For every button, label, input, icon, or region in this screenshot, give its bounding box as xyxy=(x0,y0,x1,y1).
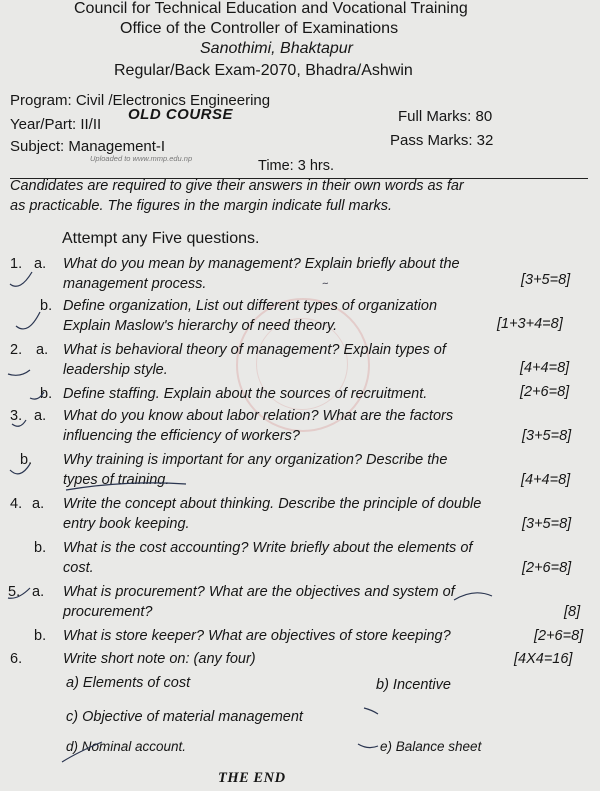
q3b-line2: types of training. xyxy=(63,472,170,488)
q2a-line2: leadership style. xyxy=(63,362,168,378)
tick-mark-icon xyxy=(16,312,40,329)
year-part: Year/Part: II/II xyxy=(10,116,102,133)
q6-marks: [4X4=16] xyxy=(514,651,573,667)
underline-mark xyxy=(66,483,186,490)
pass-marks: Pass Marks: 32 xyxy=(390,132,494,149)
note-e: e) Balance sheet xyxy=(380,739,482,754)
q4b-part: b. xyxy=(34,540,47,556)
q4b-line1: What is the cost accounting? Write briefly about the elements of xyxy=(63,540,473,556)
q3a-part: a. xyxy=(34,408,47,424)
q5b-part: b. xyxy=(34,628,47,644)
q2-number: 2. xyxy=(10,342,23,358)
program: Program: Civil /Electronics Engineering xyxy=(10,92,271,109)
q4a-line2: entry book keeping. xyxy=(63,516,190,532)
q5a-line2: procurement? xyxy=(63,604,153,620)
q6-line1: Write short note on: (any four) xyxy=(63,651,256,667)
office-title: Office of the Controller of Examinations xyxy=(120,20,399,37)
tick-mark-icon xyxy=(10,272,32,286)
q4-number: 4. xyxy=(10,496,23,512)
q3-number: 3. xyxy=(10,408,23,424)
q3a-line2: influencing the efficiency of workers? xyxy=(63,428,300,444)
uploaded-watermark: Uploaded to www.mmp.edu.np xyxy=(90,154,193,163)
instruction-line1: Candidates are required to give their answers in their own words as far xyxy=(10,178,464,194)
q3b-marks: [4+4=8] xyxy=(521,472,571,488)
q1a-line2: management process. xyxy=(63,276,207,292)
q4b-marks: [2+6=8] xyxy=(522,560,572,576)
q3a-marks: [3+5=8] xyxy=(522,428,572,444)
q4a-part: a. xyxy=(32,496,45,512)
q4b-line2: cost. xyxy=(63,560,94,576)
q2b-part: b. xyxy=(40,386,53,402)
council-title: Council for Technical Education and Vocational Training xyxy=(74,0,468,17)
underline-mark xyxy=(62,742,102,762)
q1a-marks: [3+5=8] xyxy=(521,272,571,288)
q1a-part: a. xyxy=(34,256,47,272)
dash-mark xyxy=(364,708,378,714)
q2a-part: a. xyxy=(36,342,49,358)
q1-number: 1. xyxy=(10,256,23,272)
note-b: b) Incentive xyxy=(376,677,451,693)
old-course-tag: OLD COURSE xyxy=(128,106,234,123)
q5a-marks: [8] xyxy=(564,604,581,620)
q2b-marks: [2+6=8] xyxy=(520,384,570,400)
dash-mark xyxy=(358,744,378,748)
q2b-line1: Define staffing. Explain about the sources of recruitment. xyxy=(63,386,428,402)
tick-mark-icon xyxy=(10,464,30,474)
tick-mark-icon xyxy=(30,392,44,399)
subject: Subject: Management-I xyxy=(10,138,166,155)
q1b-line1: Define organization, List out different types of organization xyxy=(63,298,438,314)
note-c: c) Objective of material management xyxy=(66,709,303,725)
the-end: THE END xyxy=(218,770,286,786)
q1b-marks: [1+3+4=8] xyxy=(497,316,563,332)
location: Sanothimi, Bhaktapur xyxy=(200,40,353,57)
scribble-mark xyxy=(454,593,492,600)
q6-number: 6. xyxy=(10,651,23,667)
q5b-marks: [2+6=8] xyxy=(534,628,584,644)
q4a-line1: Write the concept about thinking. Describe the principle of double xyxy=(63,496,482,512)
q5-number: 5. xyxy=(8,584,21,600)
q5a-line1: What is procurement? What are the objectives and system of xyxy=(63,584,455,600)
q2a-line1: What is behavioral theory of management? Explain types of xyxy=(63,342,446,358)
q3a-line1: What do you know about labor relation? What are the factors xyxy=(63,408,454,424)
tick-mark-icon xyxy=(12,420,26,426)
tick-mark-icon xyxy=(8,588,30,598)
instruction-line2: as practicable. The figures in the margin indicate full marks. xyxy=(10,198,393,214)
q3b-part: b. xyxy=(20,452,33,468)
full-marks: Full Marks: 80 xyxy=(398,108,493,125)
time: Time: 3 hrs. xyxy=(258,158,335,174)
note-d: d) Nominal account. xyxy=(66,739,187,754)
q2a-marks: [4+4=8] xyxy=(520,360,570,376)
attempt-instruction: Attempt any Five questions. xyxy=(62,230,260,247)
q5b-line1: What is store keeper? What are objectives of store keeping? xyxy=(63,628,451,644)
q4a-marks: [3+5=8] xyxy=(522,516,572,532)
exam-title: Regular/Back Exam-2070, Bhadra/Ashwin xyxy=(114,62,413,79)
q3b-line1: Why training is important for any organization? Describe the xyxy=(63,452,448,468)
q1b-part: b. xyxy=(40,298,53,314)
q5a-part: a. xyxy=(32,584,45,600)
q1a-line1: What do you mean by management? Explain briefly about the xyxy=(63,256,460,272)
handwritten-annotation: ~ xyxy=(321,277,330,291)
note-a: a) Elements of cost xyxy=(66,675,191,691)
q1b-line2: Explain Maslow's hierarchy of need theory. xyxy=(63,318,338,334)
tick-mark-icon xyxy=(8,370,30,375)
